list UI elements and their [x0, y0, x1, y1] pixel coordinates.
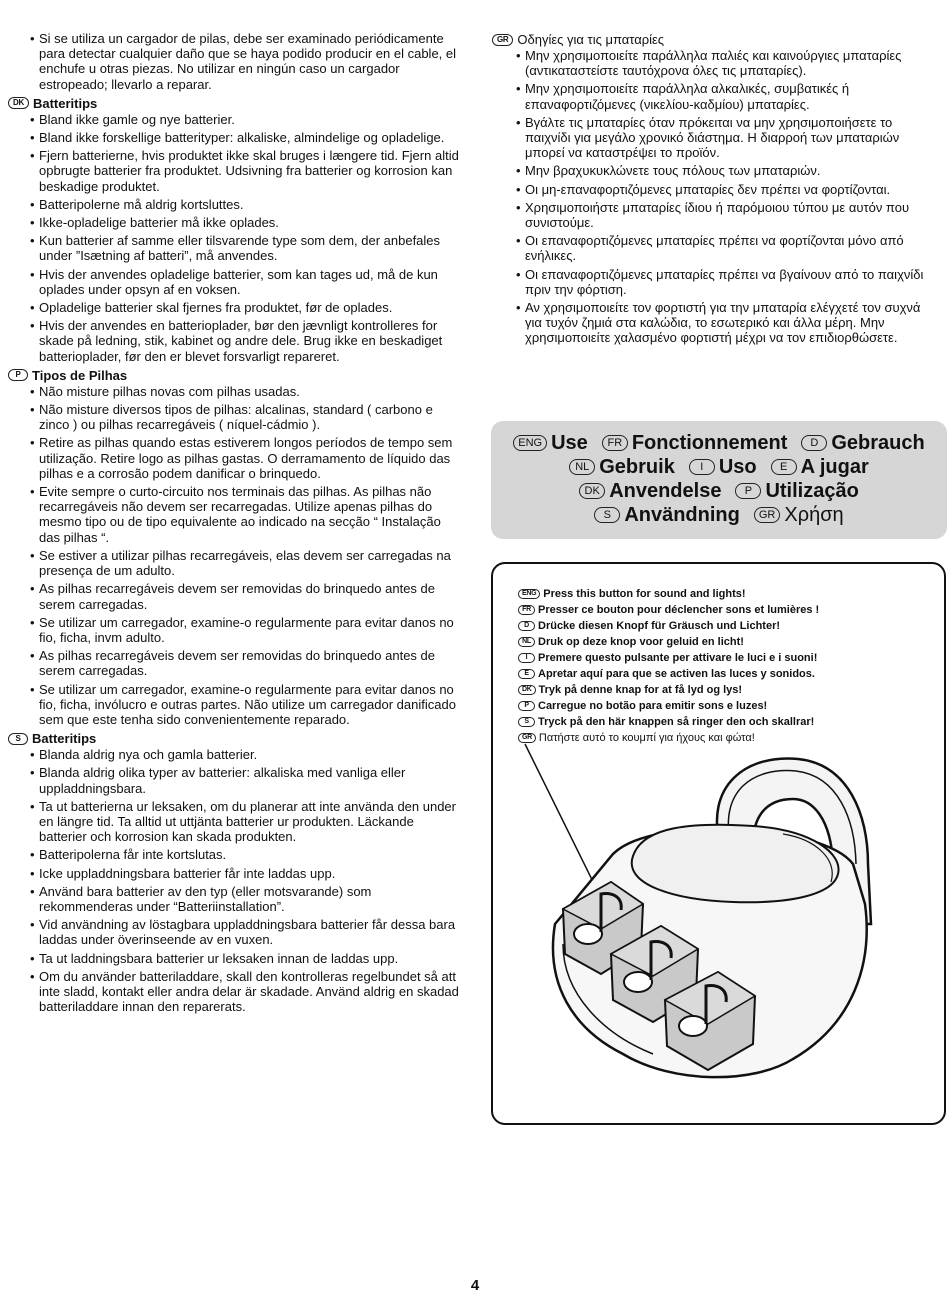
lang-word: Anvendelse — [609, 480, 722, 502]
bullet-item: • Batteripolerne må aldrig kortsluttes. — [8, 197, 460, 212]
lang-word: Utilização — [765, 480, 859, 502]
left-column — [8, 31, 460, 1017]
bullet-item: • Ikke-opladelige batterier må ikke oplades. — [8, 215, 460, 230]
language-badge: D — [518, 621, 535, 631]
lang-item-e — [771, 455, 869, 479]
banner-row — [491, 503, 947, 527]
illustration-box — [491, 562, 946, 1125]
bullet-item: • As pilhas recarregáveis devem ser removidas do brinquedo antes de serem carregadas. — [8, 648, 460, 678]
bullet-item: • Οι επαναφορτιζόμενες μπαταρίες πρέπει να βγαίνουν από το παιχνίδι πριν την φόρτιση. — [492, 267, 934, 297]
section-dk — [8, 95, 460, 364]
lang-word: Gebrauch — [831, 432, 925, 454]
language-badge: NL — [518, 637, 535, 647]
language-badge: ENG — [518, 589, 540, 599]
lead-bullets — [8, 31, 460, 92]
lang-item-p — [735, 479, 858, 503]
language-badge: FR — [518, 605, 535, 615]
language-badge: P — [735, 483, 761, 499]
lang-item-i — [689, 455, 757, 479]
bullet-item: • Opladelige batterier skal fjernes fra produktet, før de oplades. — [8, 300, 460, 315]
lang-item-d — [801, 431, 924, 455]
lang-word: Gebruik — [599, 456, 675, 478]
language-badge: DK — [518, 685, 536, 695]
lang-item-fr — [602, 431, 788, 455]
language-badge: E — [518, 669, 535, 679]
lang-word: Fonctionnement — [631, 432, 788, 454]
bullet-list — [8, 112, 460, 364]
caption-row — [518, 666, 819, 682]
bullet-item: • Μην βραχυκυκλώνετε τους πόλους των μπαταριών. — [492, 163, 934, 178]
page-number: 4 — [470, 1277, 480, 1294]
language-badge: GR — [518, 733, 536, 743]
bullet-list — [8, 384, 460, 727]
caption-text: Premere questo pulsante per attivare le luci e i suoni! — [538, 652, 818, 664]
caption-row — [518, 618, 819, 634]
lang-item-gr — [754, 503, 844, 527]
caption-row — [518, 682, 819, 698]
section-title: Οδηγίες για τις μπαταρίες — [517, 31, 665, 47]
section-s — [8, 730, 460, 1014]
lang-item-s — [594, 503, 740, 527]
bullet-item: • Não misture pilhas novas com pilhas usadas. — [8, 384, 460, 399]
bullet-item: • Bland ikke gamle og nye batterier. — [8, 112, 460, 127]
language-badge: NL — [569, 459, 595, 475]
section-heading — [8, 367, 460, 384]
section-heading — [8, 95, 460, 112]
bullet-item: • Μην χρησιμοποιείτε παράλληλα παλιές και καινούργιες μπαταρίες (αντικαταστείστε ταυτόχρονα όλες τις μπαταρίες). — [492, 48, 934, 78]
caption-row — [518, 650, 819, 666]
language-badge: S — [8, 733, 28, 745]
lang-word: Χρήση — [784, 504, 844, 526]
bullet-item: • Vid användning av löstagbara uppladdningsbara batterier får dessa bara laddas under överinseende av en vuxen. — [8, 917, 460, 947]
language-badge: D — [801, 435, 827, 451]
lang-item-dk — [579, 479, 721, 503]
lead-section — [8, 31, 460, 92]
section-heading — [492, 31, 934, 48]
bullet-item: • Χρησιμοποιήστε μπαταρίες ίδιου ή παρόμοιου τύπου με αυτόν που συνιστούμε. — [492, 200, 934, 230]
caption-text: Πατήστε αυτό το κουμπί για ήχους και φώτα! — [538, 732, 755, 744]
caption-text: Tryck på den här knappen så ringer den och skallrar! — [538, 716, 815, 728]
section-title: Batteritips — [32, 95, 98, 111]
language-badge: P — [8, 369, 28, 381]
lang-word: A jugar — [800, 456, 869, 478]
caption-row — [518, 730, 819, 746]
bullet-item: • Se utilizar um carregador, examine-o regularmente para evitar danos no fio, ficha, invm adulto. — [8, 615, 460, 645]
caption-row — [518, 698, 819, 714]
use-language-banner — [491, 421, 947, 539]
bullet-item: • Ta ut laddningsbara batterier ur leksaken innan de laddas upp. — [8, 951, 460, 966]
bullet-item: • Hvis der anvendes opladelige batterier, som kan tages ud, må de kun oplades under opsyn af en voksen. — [8, 267, 460, 297]
bullet-item: • Hvis der anvendes en batterioplader, bør den jævnligt kontrolleres for skade på ledning, stik, kabinet og andre dele. Brug ikke en beskadiget batterioplader, før den er blevet forsvarligt repareret. — [8, 318, 460, 364]
section-title: Tipos de Pilhas — [32, 367, 128, 383]
section-p — [8, 367, 460, 727]
caption-row — [518, 634, 819, 650]
lang-word: Use — [551, 432, 588, 454]
caption-text: Presser ce bouton pour déclencher sons et lumières ! — [538, 604, 820, 616]
language-badge: GR — [492, 34, 513, 46]
section-title: Batteritips — [32, 731, 97, 747]
caption-row — [518, 586, 819, 602]
language-badge: GR — [754, 507, 781, 523]
lang-word: Uso — [718, 456, 757, 478]
language-badge: P — [518, 701, 535, 711]
language-badge: DK — [8, 97, 29, 109]
bullet-item: • Οι μη-επαναφορτιζόμενες μπαταρίες δεν πρέπει να φορτίζονται. — [492, 182, 934, 197]
right-column — [492, 31, 934, 349]
caption-row — [518, 602, 819, 618]
language-badge: S — [594, 507, 620, 523]
bullet-item: • Βγάλτε τις μπαταρίες όταν πρόκειται να μην χρησιμοποιήσετε το παιχνίδι για μεγάλο χρονικό διάστημα. Η διαρροή των μπαταριών μπορεί να καταστρέψει το προϊόν. — [492, 115, 934, 161]
language-badge: I — [518, 653, 535, 663]
banner-row — [491, 455, 947, 479]
section-heading — [8, 730, 460, 747]
lang-item-eng — [513, 431, 588, 455]
language-badge: S — [518, 717, 535, 727]
bullet-list — [8, 747, 460, 1014]
bullet-item: • Bland ikke forskellige batterityper: alkaliske, almindelige og opladelige. — [8, 130, 460, 145]
caption-text: Tryk på denne knap for at få lyd og lys! — [538, 684, 743, 696]
bullet-item: • Blanda aldrig olika typer av batterier: alkaliska med vanliga eller uppladdningsbara. — [8, 765, 460, 795]
bullet-item: • Se estiver a utilizar pilhas recarregáveis, elas devem ser carregadas na presença de um adulto. — [8, 548, 460, 578]
caption-text: Drücke diesen Knopf für Gräusch und Lichter! — [538, 620, 781, 632]
bullet-item: • Använd bara batterier av den typ (eller motsvarande) som rekommenderas under “Batteriinstallation”. — [8, 884, 460, 914]
caption-row — [518, 714, 819, 730]
bullet-item: • Fjern batterierne, hvis produktet ikke skal bruges i længere tid. Fjern altid opbrugte batterier fra produktet. Udsivning fra batterier og korrosion kan beskadige produktet. — [8, 148, 460, 194]
section-gr — [492, 31, 934, 346]
bullet-item: • As pilhas recarregáveis devem ser removidas do brinquedo antes de serem carregadas. — [8, 581, 460, 611]
bullet-item: • Ta ut batterierna ur leksaken, om du planerar att inte använda den under en längre tid. Ta alltid ut uttjänta batterier ur produkten. Läckande batterier och korrosion kan skada produkten. — [8, 799, 460, 845]
bullet-item: • Evite sempre o curto-circuito nos terminais das pilhas. As pilhas não recarregáveis não devem ser recarregadas. Utilize apenas pilhas do mesmo tipo ou de tipo equivalente ao indicado na secção “ Instalação das pilhas “. — [8, 484, 460, 545]
bullet-item: • Μην χρησιμοποιείτε παράλληλα αλκαλικές, συμβατικές ή επαναφορτιζόμενες (νικελίου-καδμίου) μπαταρίες. — [492, 81, 934, 111]
banner-row — [491, 479, 947, 503]
caption-text: Druk op deze knop voor geluid en licht! — [538, 636, 744, 648]
banner-row — [491, 431, 947, 455]
language-badge: I — [689, 459, 715, 475]
bullet-item: • Se utilizar um carregador, examine-o regularmente para evitar danos no fio, ficha, invólucro e outras partes. Não utilize um carregador danificado sem que este tenha sido convenientemente reparado. — [8, 682, 460, 728]
bullet-item: • Si se utiliza un cargador de pilas, debe ser examinado periódicamente para detectar cualquier daño que se haya podido producir en el cable, el enchufe u otras piezas. No utilizar en ningún caso un cargador estropeado; llevarlo a reparar. — [8, 31, 460, 92]
language-badge: FR — [602, 435, 628, 451]
bullet-item: • Batteripolerna får inte kortslutas. — [8, 847, 460, 862]
lang-item-nl — [569, 455, 675, 479]
language-badge: E — [771, 459, 797, 475]
bullet-item: • Blanda aldrig nya och gamla batterier. — [8, 747, 460, 762]
lang-word: Användning — [624, 504, 740, 526]
caption-list — [518, 586, 819, 746]
caption-text: Apretar aquí para que se activen las luces y sonidos. — [538, 668, 815, 680]
bullet-item: • Retire as pilhas quando estas estiverem longos períodos de tempo sem utilização. Retire logo as pilhas gastas. O derramamento de líquido das pilhas e a corrosão podem danificar o brinquedo. — [8, 435, 460, 481]
bullet-item: • Icke uppladdningsbara batterier får inte laddas upp. — [8, 866, 460, 881]
bullet-list — [492, 48, 934, 346]
caption-text: Carregue no botão para emitir sons e luzes! — [538, 700, 768, 712]
bullet-item: • Αν χρησιμοποιείτε τον φορτιστή για την μπαταρία ελέγχετέ τον συχνά για τυχόν ζημιά στα καλώδια, το εσωτερικό και άλλα μέρη. Μην χρησιμοποιείτε χαλασμένο φορτιστή μέχρι να τον επιδιορθώσετε. — [492, 300, 934, 346]
bullet-item: • Não misture diversos tipos de pilhas: alcalinas, standard ( carbono e zinco ) ou pilhas recarregáveis ( níquel-cádmio ). — [8, 402, 460, 432]
bullet-item: • Οι επαναφορτιζόμενες μπαταρίες πρέπει να φορτίζονται μόνο από ενήλικες. — [492, 233, 934, 263]
language-badge: DK — [579, 483, 605, 499]
caption-text: Press this button for sound and lights! — [543, 588, 746, 600]
bullet-item: • Kun batterier af samme eller tilsvarende type som dem, der anbefales under ”Isætning af batteri”, må anvendes. — [8, 233, 460, 263]
language-badge: ENG — [513, 435, 547, 451]
bullet-item: • Om du använder batteriladdare, skall den kontrolleras regelbundet så att inte sladd, kontakt eller andra delar är skadade. Använd aldrig en skadad batteriladdare innan den reparerats. — [8, 969, 460, 1015]
